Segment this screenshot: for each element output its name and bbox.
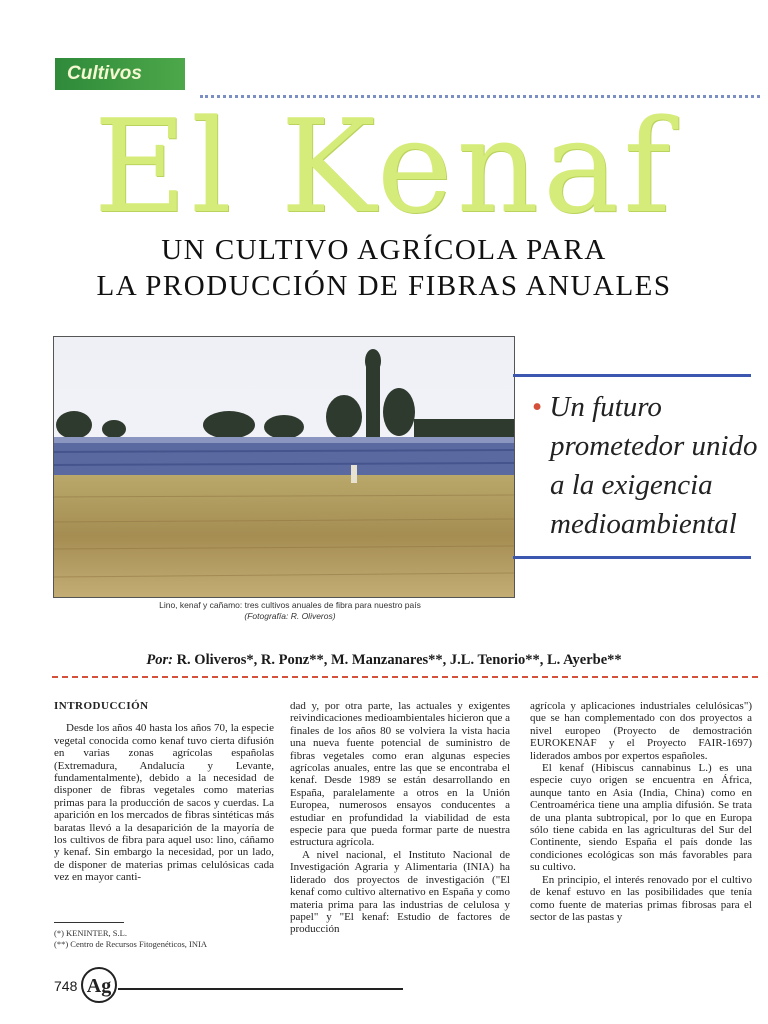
paragraph: A nivel nacional, el Instituto Nacional de Investigación Agraria y Alimentaria (INIA) ha liderado dos proyectos de investigación ("El kenaf como cultivo alternativo en España y como materia prima para las industrias de celulosa y papel" y "El kenaf: Estudio de factores de producción <box>290 848 510 936</box>
quote-line-3: a la exigencia <box>550 469 713 501</box>
subtitle-line-2: LA PRODUCCIÓN DE FIBRAS ANUALES <box>96 270 672 302</box>
footnote-rule <box>54 922 124 923</box>
text-column-3 <box>530 700 752 923</box>
field-photo-image <box>54 337 514 597</box>
author-byline <box>0 652 768 669</box>
footnote-2: (**) Centro de Recursos Fitogenéticos, INIA <box>54 939 207 949</box>
quote-rule-bottom <box>513 556 751 559</box>
caption-text: Lino, kenaf y cañamo: tres cultivos anuales de fibra para nuestro país <box>159 600 421 610</box>
paragraph: agrícola y aplicaciones industriales celulósicas") que se han complementado con dos proyectos a nivel europeo (Proyecto de demostración EUROKENAF y el Proyecto FAIR-1697) liderados ambos por expertos españoles. <box>530 700 752 762</box>
footnotes <box>54 928 284 950</box>
page-number: 748 <box>54 978 78 994</box>
photo-credit: (Fotografía: R. Oliveros) <box>244 611 336 621</box>
paragraph: dad y, por otra parte, las actuales y exigentes reivindicaciones medioambientales hicieron que a finales de los años 80 se volviera la vista hacia una nueva fuente potencial de suministro de fibras vegetales como eran algunas especies agrícolas anuales, entre las que se encontraba el kenaf. Desde 1989 se están desarrollando en España, paralelamente a otros en la Unión Europea, numerosos ensayos conducentes a estudiar en profundidad la viabilidad de esta especie para que pueda formar parte de nuestra estructura agrícola. <box>290 700 510 849</box>
dashed-divider <box>52 676 758 678</box>
section-tag: Cultivos <box>55 58 185 90</box>
text-column-1 <box>54 700 274 884</box>
byline-prefix: Por: <box>146 652 173 668</box>
subtitle-line-1: UN CULTIVO AGRÍCOLA PARA <box>161 234 607 266</box>
photo-caption <box>100 600 480 622</box>
magazine-logo <box>80 966 118 1004</box>
logo-text: Ag <box>86 975 112 997</box>
quote-line-2: prometedor unido <box>550 430 758 462</box>
paragraph: En principio, el interés renovado por el cultivo de kenaf estuvo en las posibilidades que tenía como fuente de materias primas fibrosas para el sector de las pastas y <box>530 873 752 923</box>
section-heading: INTRODUCCIÓN <box>54 700 149 712</box>
pull-quote <box>532 388 762 544</box>
article-subtitle <box>0 232 768 304</box>
text-column-2 <box>290 700 510 936</box>
quote-rule-top <box>513 374 751 377</box>
quote-line-4: medioambiental <box>550 508 737 540</box>
byline-names: R. Oliveros*, R. Ponz**, M. Manzanares**, J.L. Tenorio**, L. Ayerbe** <box>176 652 622 668</box>
paragraph: Desde los años 40 hasta los años 70, la especie vegetal conocida como kenaf tuvo cierta difusión en varias zonas agrícolas españolas (Extremadura, Andalucía y Levante, fundamentalmente), debido a la necesidad de disponer de fibras vegetales como materias primas para la producción de sacos y cuerdas. La aparición en los mercados de fibras sintéticas más baratas llevó a la desaparición de la mayoría de los cultivos de fibra para aquel uso: lino, cáñamo y kenaf. Sin embargo la necesidad, por un lado, de disponer de materias primas celulósicas cada vez en mayor canti- <box>54 722 274 884</box>
footer-rule <box>118 988 403 990</box>
footnote-1: (*) KENINTER, S.L. <box>54 928 127 938</box>
paragraph: El kenaf (Hibiscus cannabinus L.) es una especie cuyo origen se encuentra en África, aunque tanto en Asia (India, China) como en Centroamérica tiene una amplia difusión. Se trata de una planta subtropical, por lo que en Europa sólo tiene cabida en las agriculturas del Sur del Continente, siendo España el país donde las condiciones ecológicas son más favorables para su cultivo. <box>530 762 752 874</box>
quote-line-1: Un futuro <box>549 391 662 423</box>
bullet-icon: • <box>532 391 543 423</box>
article-title: El Kenaf <box>93 93 675 242</box>
field-photo <box>53 336 515 598</box>
